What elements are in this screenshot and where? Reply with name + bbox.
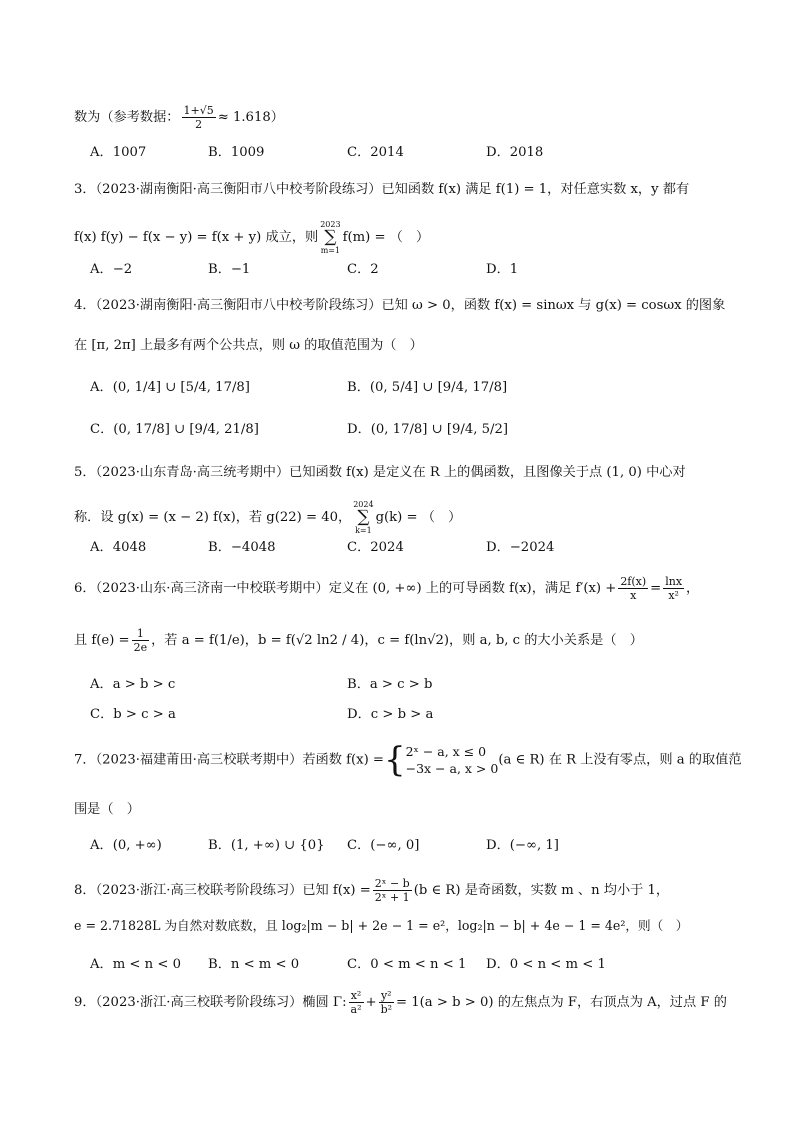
q6-stem-line2: 且 f(e) = $\frac{1}{2e}$ ，若 a = f(1/e)，b = f(√2 ln2 / 4)，c = f(ln√2)，则 a, b, c 的大小关系是（ ） xyxy=(74,627,643,654)
q4-option-b: B．(0, 5/4] ∪ [9/4, 17/8] xyxy=(347,380,508,395)
q3-option-d: D．1 xyxy=(486,262,519,277)
q6-stem-line1: 6．（2023·山东·高三济南一中校联考期中）定义在 (0, +∞) 上的可导函数 f(x)，满足 f′(x) + $\frac{2f(x)}{x}$ = $\frac{\ln x}{\text{x²}}$ ， xyxy=(74,575,700,602)
q8-stem-line1: 8．（2023·浙江·高三校联考阶段练习）已知 f(x) = $\frac{\text{2ˣ − b}}{\text{2ˣ + 1}}$ (b ∈ R) 是奇函数，实数 m 、n 均小于 1， xyxy=(74,877,670,904)
fraction: $\frac{2f(x)}{x}$ xyxy=(620,575,647,602)
fraction: $\frac{\text{x²}}{\text{a²}}$ xyxy=(350,989,362,1016)
golden-ratio-fraction: $\frac{1+√5}{2}$ xyxy=(183,104,214,131)
q4-option-d: D．(0, 17/8] ∪ [9/4, 5/2] xyxy=(347,422,508,437)
summation-symbol: 2023 ∑ m=1 xyxy=(320,220,341,255)
q5-option-d: D．−2024 xyxy=(486,540,555,555)
q2-option-d: D．2018 xyxy=(486,145,544,160)
q2-option-c: C．2014 xyxy=(347,145,404,160)
q3-option-a: A．−2 xyxy=(90,262,133,277)
q5-option-b: B．−4048 xyxy=(208,540,276,555)
q2-option-a: A．1007 xyxy=(90,145,147,160)
q7-option-c: C．(−∞, 0] xyxy=(347,838,420,853)
q4-stem-line2: 在 [π, 2π] 上最多有两个公共点，则 ω 的取值范围为（ ） xyxy=(74,338,423,353)
q4-stem-line1: 4．（2023·湖南衡阳·高三衡阳市八中校考阶段练习）已知 ω > 0，函数 f(x) = sinωx 与 g(x) = cosωx 的图象 xyxy=(74,298,726,313)
q7-option-d: D．(−∞, 1] xyxy=(486,838,559,853)
q7-stem-line1: 7．（2023·福建莆田·高三校联考期中）若函数 f(x) ={ 2ˣ − a, x ≤ 0 −3x − a, x > 0 (a ∈ R) 在 R 上没有零点，则 a 的取值范 xyxy=(74,740,742,780)
fraction: $\frac{\text{y²}}{\text{b²}}$ xyxy=(380,989,393,1016)
q6-option-a: A．a > b > c xyxy=(90,677,176,692)
piecewise-cases: 2ˣ − a, x ≤ 0 −3x − a, x > 0 xyxy=(405,744,499,776)
q6-option-b: B．a > c > b xyxy=(347,677,433,692)
q3-option-b: B．−1 xyxy=(208,262,251,277)
fraction: $\frac{\ln x}{\text{x²}}$ xyxy=(665,575,683,602)
q8-stem-line2: e = 2.71828L 为自然对数底数，且 log₂|m − b| + 2e − 1 = e²，log₂|n − b| + 4e − 1 = 4e²，则（ ） xyxy=(74,918,689,933)
q5-option-c: C．2024 xyxy=(347,540,404,555)
q4-option-a: A．(0, 1/4] ∪ [5/4, 17/8] xyxy=(90,380,250,395)
q4-option-c: C．(0, 17/8] ∪ [9/4, 21/8] xyxy=(90,422,259,437)
q2-option-b: B．1009 xyxy=(208,145,265,160)
q5-stem-line2: 称．设 g(x) = (x − 2) f(x)，若 g(22) = 40，2024 ∑ k=1g(k) = （ ） xyxy=(74,500,462,535)
fraction: $\frac{1}{2e}$ xyxy=(133,627,148,654)
q2-tail-text: 数为（参考数据： xyxy=(74,110,180,125)
q7-stem-line2: 围是（ ） xyxy=(74,802,140,817)
q8-option-d: D．0 < n < m < 1 xyxy=(486,957,606,972)
q7-option-a: A．(0, +∞) xyxy=(90,838,162,853)
q7-option-b: B．(1, +∞) ∪ {0} xyxy=(208,838,325,853)
q3-option-c: C．2 xyxy=(347,262,379,277)
q5-option-a: A．4048 xyxy=(90,540,147,555)
q6-option-d: D．c > b > a xyxy=(347,707,434,722)
q9-stem-line1: 9．（2023·浙江·高三校联考阶段练习）椭圆 Γ: $\frac{\text{x²}}{\text{a²}}$ + $\frac{\text{y²}}{\text{b²}}$ = 1(a > b > 0) 的左焦点为 F，右顶点为 A，过点 F 的 xyxy=(74,989,727,1016)
q8-option-c: C．0 < m < n < 1 xyxy=(347,957,467,972)
q6-option-c: C．b > c > a xyxy=(90,707,176,722)
q5-stem-line1: 5．（2023·山东青岛·高三统考期中）已知函数 f(x) 是定义在 R 上的偶函数，且图像关于点 (1, 0) 中心对 xyxy=(74,465,686,480)
q2-tail-line: 数为（参考数据： $\frac{1+√5}{2}$ ≈ 1.618） xyxy=(74,104,284,131)
piecewise-brace: { xyxy=(383,740,406,780)
q3-stem-line1: 3．（2023·湖南衡阳·高三衡阳市八中校考阶段练习）已知函数 f(x) 满足 f(1) = 1，对任意实数 x，y 都有 xyxy=(74,182,690,197)
q3-stem-line2: f(x) f(y) − f(x − y) = f(x + y) 成立，则2023 ∑ m=1f(m) = （ ） xyxy=(74,220,430,255)
q8-option-b: B．n < m < 0 xyxy=(208,957,300,972)
fraction: $\frac{\text{2ˣ − b}}{\text{2ˣ + 1}}$ xyxy=(374,877,410,904)
q8-option-a: A．m < n < 0 xyxy=(90,957,181,972)
summation-symbol: 2024 ∑ k=1 xyxy=(353,500,374,535)
